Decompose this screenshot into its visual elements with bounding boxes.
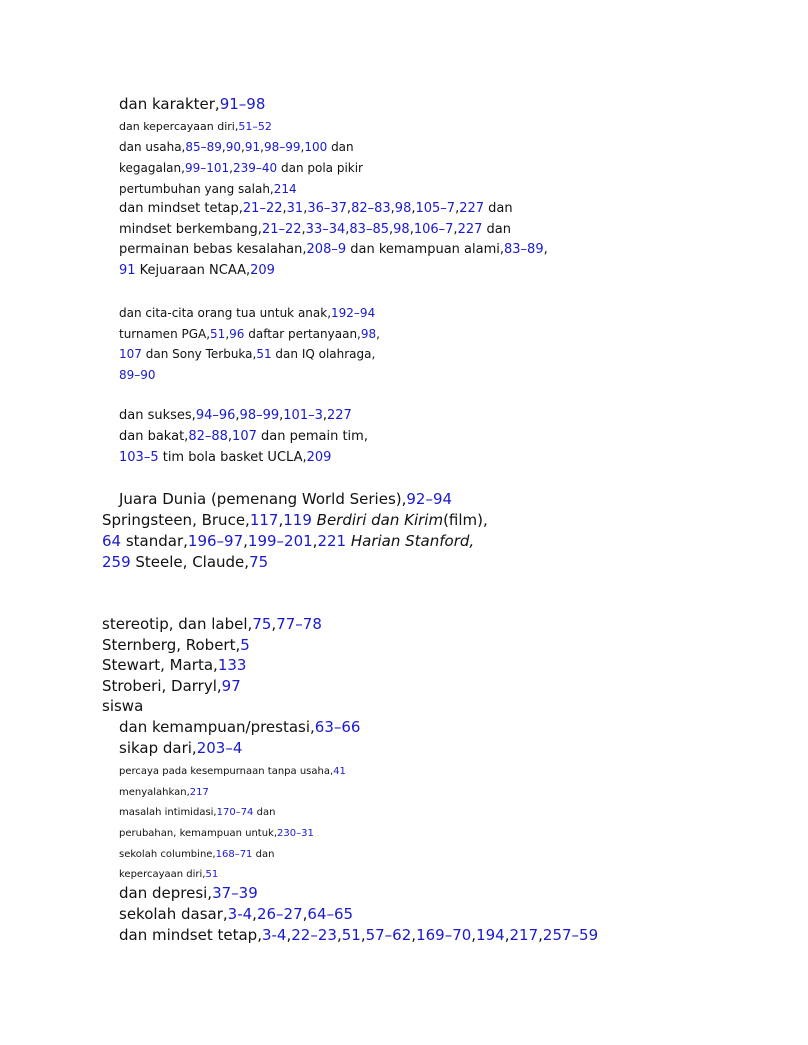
entry-text: , bbox=[235, 408, 240, 423]
entry-text: , bbox=[389, 222, 394, 237]
page-number-link[interactable]: 98–99 bbox=[263, 140, 301, 154]
page-number-link[interactable]: 91–98 bbox=[219, 95, 266, 113]
entry-text: , bbox=[453, 222, 458, 237]
entry-text: , bbox=[303, 201, 308, 216]
entry-text: dan usaha, bbox=[119, 140, 186, 154]
entry-text: pertumbuhan yang salah, bbox=[119, 182, 274, 196]
page-number-link[interactable]: 91 bbox=[119, 263, 136, 278]
entry-text: dan bbox=[327, 140, 354, 154]
index-line bbox=[119, 884, 258, 902]
entry-text: , bbox=[455, 201, 460, 216]
entry-text: , bbox=[252, 905, 257, 923]
entry-text: , bbox=[282, 201, 287, 216]
page-number-link[interactable]: 96 bbox=[229, 327, 245, 341]
page-number-link[interactable]: 101–3 bbox=[283, 408, 323, 423]
index-line bbox=[119, 327, 380, 341]
page-number-link[interactable]: 98–99 bbox=[239, 408, 280, 423]
page-number-link[interactable]: 5 bbox=[240, 636, 250, 654]
entry-text: kegagalan, bbox=[119, 161, 185, 175]
entry-text: dan kepercayaan diri, bbox=[119, 120, 239, 133]
page-number-link[interactable]: 37–39 bbox=[212, 884, 258, 902]
entry-text: , bbox=[271, 615, 277, 633]
entry-text: dan depresi, bbox=[119, 884, 213, 902]
index-line bbox=[119, 490, 452, 508]
entry-text: daftar pertanyaan, bbox=[244, 327, 361, 341]
page-number-link[interactable]: 133 bbox=[217, 656, 247, 674]
index-line bbox=[119, 201, 513, 216]
entry-text: dan mindset tetap, bbox=[119, 926, 262, 944]
page-number-link[interactable]: 91 bbox=[244, 140, 261, 154]
entry-text: Stewart, Marta, bbox=[102, 656, 218, 674]
page-number-link[interactable]: 97 bbox=[221, 677, 241, 695]
page-number-link[interactable]: 85–89 bbox=[185, 140, 222, 154]
entry-text: , bbox=[260, 140, 264, 154]
entry-text: sekolah dasar, bbox=[119, 905, 228, 923]
page-number-link[interactable]: 3-4 bbox=[261, 926, 287, 944]
entry-text: perubahan, kemampuan untuk, bbox=[119, 828, 278, 839]
entry-text: , bbox=[360, 926, 366, 944]
index-line bbox=[119, 828, 314, 839]
entry-text: turnamen PGA, bbox=[119, 327, 211, 341]
page-number-link[interactable]: 98 bbox=[394, 201, 412, 216]
entry-text: , bbox=[301, 222, 306, 237]
entry-text: permainan bebas kesalahan, bbox=[119, 242, 307, 257]
entry-text: , bbox=[376, 327, 380, 341]
page-number-link[interactable]: 33–34 bbox=[305, 222, 346, 237]
page-number-link[interactable]: 208–9 bbox=[306, 242, 347, 257]
index-line bbox=[119, 926, 598, 944]
index-line bbox=[119, 242, 548, 257]
entry-text: dan kemampuan alami, bbox=[346, 242, 504, 257]
page-number-link[interactable]: 99–101 bbox=[184, 161, 230, 175]
page-number-link[interactable]: 230–31 bbox=[277, 828, 314, 839]
page-number-link[interactable]: 209 bbox=[306, 450, 332, 465]
page-number-link[interactable]: 22–23 bbox=[291, 926, 337, 944]
entry-text: , bbox=[538, 926, 543, 944]
index-line bbox=[119, 120, 272, 133]
index-line bbox=[119, 368, 156, 382]
page-number-link[interactable]: 64 bbox=[102, 532, 122, 550]
entry-text: mindset berkembang, bbox=[119, 222, 262, 237]
page-number-link[interactable]: 51 bbox=[205, 869, 219, 880]
page-number-link[interactable]: 51–52 bbox=[238, 120, 272, 133]
page-number-link[interactable]: 90 bbox=[225, 140, 242, 154]
page-number-link[interactable]: 257–59 bbox=[542, 926, 599, 944]
index-line bbox=[102, 615, 322, 633]
page-number-link[interactable]: 169–70 bbox=[416, 926, 472, 944]
entry-text: masalah intimidasi, bbox=[119, 807, 217, 818]
entry-text: , bbox=[322, 408, 328, 423]
entry-text: dan sukses, bbox=[119, 408, 196, 423]
entry-text: Kejuaraan NCAA, bbox=[135, 263, 251, 278]
entry-text: , bbox=[504, 926, 510, 944]
entry-text: , bbox=[471, 926, 477, 944]
page-number-link[interactable]: 227 bbox=[457, 222, 483, 237]
index-line bbox=[102, 677, 241, 695]
index-line bbox=[119, 182, 297, 196]
index-line bbox=[119, 807, 275, 818]
entry-text: dan bakat, bbox=[119, 429, 189, 444]
page-number-link[interactable]: 64–65 bbox=[307, 905, 354, 923]
page-number-link[interactable]: 26–27 bbox=[256, 905, 303, 923]
page-number-link[interactable]: 36–37 bbox=[307, 201, 347, 216]
index-line bbox=[102, 511, 488, 529]
entry-text: Steele, Claude, bbox=[130, 553, 250, 571]
index-line bbox=[102, 553, 268, 571]
page-number-link[interactable]: 217 bbox=[509, 926, 539, 944]
page-number-link[interactable]: 51 bbox=[256, 347, 272, 361]
page-number-link[interactable]: 194 bbox=[476, 926, 505, 944]
page-number-link[interactable]: 41 bbox=[333, 766, 346, 777]
index-line bbox=[102, 697, 143, 715]
entry-text: , bbox=[411, 926, 417, 944]
page-number-link[interactable]: 75 bbox=[252, 615, 272, 633]
page-number-link[interactable]: 51 bbox=[210, 327, 226, 341]
entry-text: stereotip, dan label, bbox=[102, 615, 253, 633]
entry-text: dan bbox=[484, 201, 513, 216]
page-number-link[interactable]: 105–7 bbox=[415, 201, 456, 216]
entry-text: sikap dari, bbox=[119, 739, 197, 757]
page-number-link[interactable]: 203–4 bbox=[196, 739, 243, 757]
entry-text: dan mindset tetap, bbox=[119, 201, 243, 216]
entry-text: dan cita-cita orang tua untuk anak, bbox=[119, 306, 332, 320]
entry-text: dan kemampuan/prestasi, bbox=[119, 718, 315, 736]
index-line bbox=[119, 766, 346, 777]
page-number-link[interactable]: 103–5 bbox=[119, 450, 159, 465]
page-number-link[interactable]: 168–71 bbox=[215, 849, 253, 860]
page-number-link[interactable]: 214 bbox=[273, 182, 297, 196]
index-line bbox=[119, 306, 375, 320]
page-number-link[interactable]: 82–83 bbox=[351, 201, 391, 216]
entry-text: , bbox=[346, 201, 352, 216]
entry-text: tim bola basket UCLA, bbox=[158, 450, 307, 465]
page-number-link[interactable]: 209 bbox=[250, 263, 275, 278]
page-number-link[interactable]: 199–201 bbox=[247, 532, 313, 550]
entry-text: , bbox=[243, 532, 248, 550]
entry-text: sekolah columbine, bbox=[119, 849, 216, 860]
page-number-link[interactable]: 3-4 bbox=[227, 905, 253, 923]
entry-text: (film), bbox=[443, 511, 488, 529]
page-number-link[interactable]: 83–85 bbox=[349, 222, 389, 237]
entry-text: percaya pada kesempurnaan tanpa usaha, bbox=[119, 766, 334, 777]
entry-text: dan bbox=[482, 222, 511, 237]
title-text: Harian Stanford, bbox=[350, 532, 475, 550]
entry-text: , bbox=[302, 905, 308, 923]
page-number-link[interactable]: 227 bbox=[459, 201, 485, 216]
index-line bbox=[119, 739, 242, 757]
entry-text: dan bbox=[253, 807, 276, 818]
entry-text: , bbox=[229, 161, 233, 175]
page-number-link[interactable]: 98 bbox=[360, 327, 377, 341]
entry-text: dan IQ olahraga, bbox=[271, 347, 376, 361]
page-number-link[interactable]: 82–88 bbox=[188, 429, 228, 444]
page-number-link[interactable]: 75 bbox=[249, 553, 269, 571]
page-number-link[interactable]: 227 bbox=[327, 408, 352, 423]
entry-text: Sternberg, Robert, bbox=[102, 636, 241, 654]
entry-text: , bbox=[221, 140, 226, 154]
index-line bbox=[119, 263, 275, 278]
page-number-link[interactable]: 170–74 bbox=[216, 807, 254, 818]
entry-text: standar, bbox=[121, 532, 188, 550]
entry-text: , bbox=[225, 327, 230, 341]
entry-text: dan Sony Terbuka, bbox=[141, 347, 257, 361]
index-line bbox=[119, 787, 209, 798]
page-number-link[interactable]: 107 bbox=[232, 429, 257, 444]
entry-text: Juara Dunia (pemenang World Series), bbox=[119, 490, 407, 508]
entry-text: siswa bbox=[102, 697, 144, 715]
page-number-link[interactable]: 196–97 bbox=[187, 532, 244, 550]
page-number-link[interactable]: 117 bbox=[249, 511, 279, 529]
entry-text: dan bbox=[252, 849, 275, 860]
page-number-link[interactable]: 98 bbox=[393, 222, 410, 237]
page-number-link[interactable]: 63–66 bbox=[314, 718, 361, 736]
entry-text: , bbox=[286, 926, 292, 944]
entry-text: kepercayaan diri, bbox=[119, 869, 206, 880]
page-number-link[interactable]: 119 bbox=[283, 511, 312, 529]
page-number-link[interactable]: 89–90 bbox=[119, 368, 156, 382]
page-number-link[interactable]: 21–22 bbox=[242, 201, 283, 216]
page-number-link[interactable]: 100 bbox=[304, 140, 328, 154]
index-line bbox=[102, 656, 246, 674]
index-line bbox=[119, 450, 331, 465]
index-line bbox=[119, 718, 360, 736]
page-number-link[interactable]: 106–7 bbox=[413, 222, 454, 237]
entry-text: , bbox=[227, 429, 233, 444]
page-number-link[interactable]: 239–40 bbox=[232, 161, 278, 175]
page-number-link[interactable]: 217 bbox=[189, 787, 209, 798]
entry-text: , bbox=[241, 140, 245, 154]
page-number-link[interactable]: 259 bbox=[102, 553, 131, 571]
index-line bbox=[119, 408, 352, 423]
index-line bbox=[119, 869, 218, 880]
entry-text: menyalahkan, bbox=[119, 787, 190, 798]
entry-text: , bbox=[279, 408, 284, 423]
page-number-link[interactable]: 221 bbox=[317, 532, 347, 550]
page-number-link[interactable]: 57–62 bbox=[365, 926, 412, 944]
index-line bbox=[102, 636, 250, 654]
page-number-link[interactable]: 192–94 bbox=[331, 306, 376, 320]
page-number-link[interactable]: 94–96 bbox=[195, 408, 236, 423]
page-number-link[interactable]: 21–22 bbox=[261, 222, 302, 237]
entry-text: dan karakter, bbox=[119, 95, 220, 113]
page-number-link[interactable]: 31 bbox=[286, 201, 304, 216]
page-number-link[interactable]: 92–94 bbox=[406, 490, 453, 508]
index-line bbox=[119, 429, 368, 444]
entry-text: Stroberi, Darryl, bbox=[102, 677, 222, 695]
page-number-link[interactable]: 83–89 bbox=[504, 242, 544, 257]
entry-text: , bbox=[411, 201, 416, 216]
page-number-link[interactable]: 77–78 bbox=[276, 615, 322, 633]
index-line bbox=[119, 905, 353, 923]
entry-text: , bbox=[409, 222, 414, 237]
index-line bbox=[119, 347, 375, 361]
index-line bbox=[119, 849, 274, 860]
title-text: Berdiri dan Kirim bbox=[316, 511, 444, 529]
page-number-link[interactable]: 107 bbox=[119, 347, 142, 361]
page-number-link[interactable]: 51 bbox=[341, 926, 361, 944]
entry-text: , bbox=[312, 532, 318, 550]
index-line bbox=[119, 140, 354, 154]
entry-text: Springsteen, Bruce, bbox=[102, 511, 250, 529]
index-line bbox=[119, 222, 511, 237]
entry-text: dan pemain tim, bbox=[256, 429, 368, 444]
index-line bbox=[119, 95, 265, 113]
entry-text: , bbox=[278, 511, 284, 529]
index-line bbox=[102, 532, 474, 550]
entry-text: , bbox=[336, 926, 342, 944]
entry-text: , bbox=[300, 140, 305, 154]
index-line bbox=[119, 161, 363, 175]
entry-text: , bbox=[543, 242, 548, 257]
entry-text: , bbox=[390, 201, 395, 216]
entry-text: , bbox=[345, 222, 350, 237]
entry-text: dan pola pikir bbox=[277, 161, 363, 175]
